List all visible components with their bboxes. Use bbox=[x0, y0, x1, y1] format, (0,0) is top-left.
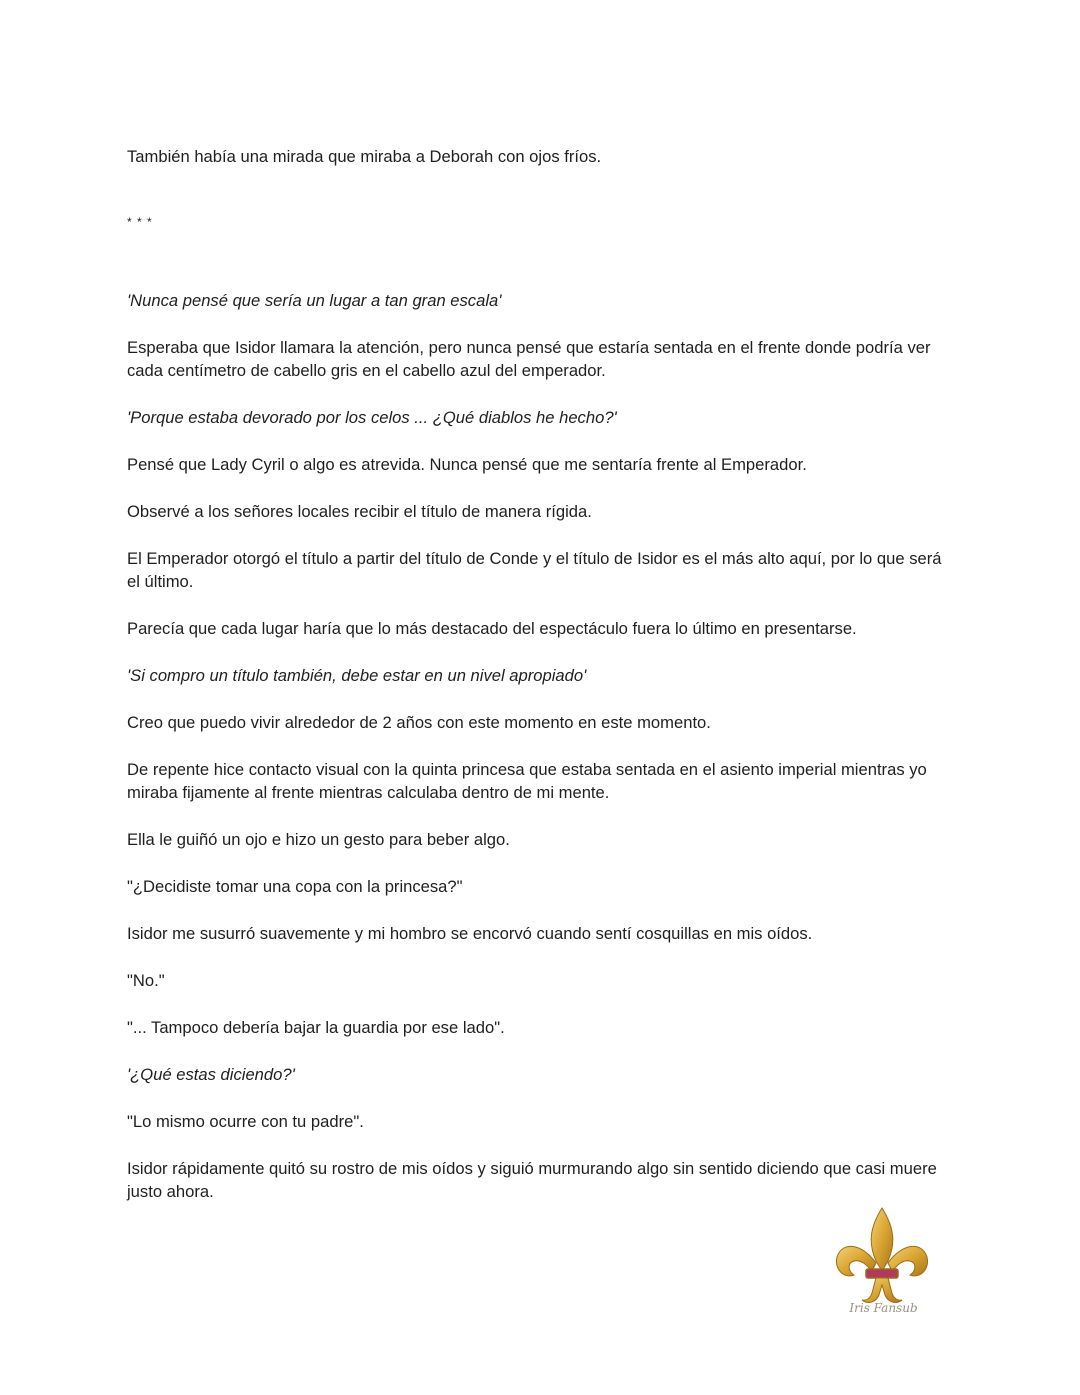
scene-separator: * * * bbox=[127, 215, 153, 229]
paragraph: Pensé que Lady Cyril o algo es atrevida. Nunca pensé que me sentaría frente al Emperador. bbox=[127, 455, 807, 474]
document-body bbox=[127, 145, 957, 1227]
paragraph: Esperaba que Isidor llamara la atención, pero nunca pensé que estaría sentada en el frente donde podría ver cada centímetro de cabello gris en el cabello azul del emperador. bbox=[127, 338, 931, 380]
thought-paragraph: 'Nunca pensé que sería un lugar a tan gran escala' bbox=[127, 291, 502, 310]
paragraph: Observé a los señores locales recibir el título de manera rígida. bbox=[127, 502, 592, 521]
dialogue-paragraph: "Lo mismo ocurre con tu padre". bbox=[127, 1112, 364, 1131]
thought-paragraph: '¿Qué estas diciendo?' bbox=[127, 1065, 295, 1084]
paragraph: Isidor me susurró suavemente y mi hombro se encorvó cuando sentí cosquillas en mis oídos. bbox=[127, 924, 813, 943]
paragraph: De repente hice contacto visual con la quinta princesa que estaba sentada en el asiento imperial mientras yo miraba fijamente al frente mientras calculaba dentro de mi mente. bbox=[127, 760, 927, 802]
dialogue-paragraph: "No." bbox=[127, 971, 165, 990]
dialogue-paragraph: "¿Decidiste tomar una copa con la princesa?" bbox=[127, 877, 463, 896]
dialogue-paragraph: "... Tampoco debería bajar la guardia por ese lado". bbox=[127, 1018, 505, 1037]
thought-paragraph: 'Porque estaba devorado por los celos ... ¿Qué diablos he hecho?' bbox=[127, 408, 617, 427]
paragraph: El Emperador otorgó el título a partir del título de Conde y el título de Isidor es el más alto aquí, por lo que será el último. bbox=[127, 549, 942, 591]
paragraph: Creo que puedo vivir alrededor de 2 años con este momento en este momento. bbox=[127, 713, 711, 732]
paragraph: Isidor rápidamente quitó su rostro de mis oídos y siguió murmurando algo sin sentido diciendo que casi muere justo ahora. bbox=[127, 1159, 937, 1201]
watermark-text: Iris Fansub bbox=[849, 1301, 918, 1315]
thought-paragraph: 'Si compro un título también, debe estar en un nivel apropiado' bbox=[127, 666, 587, 685]
paragraph: Ella le guiñó un ojo e hizo un gesto para beber algo. bbox=[127, 830, 510, 849]
paragraph: También había una mirada que miraba a Deborah con ojos fríos. bbox=[127, 147, 602, 166]
paragraph: Parecía que cada lugar haría que lo más destacado del espectáculo fuera lo último en presentarse. bbox=[127, 619, 857, 638]
